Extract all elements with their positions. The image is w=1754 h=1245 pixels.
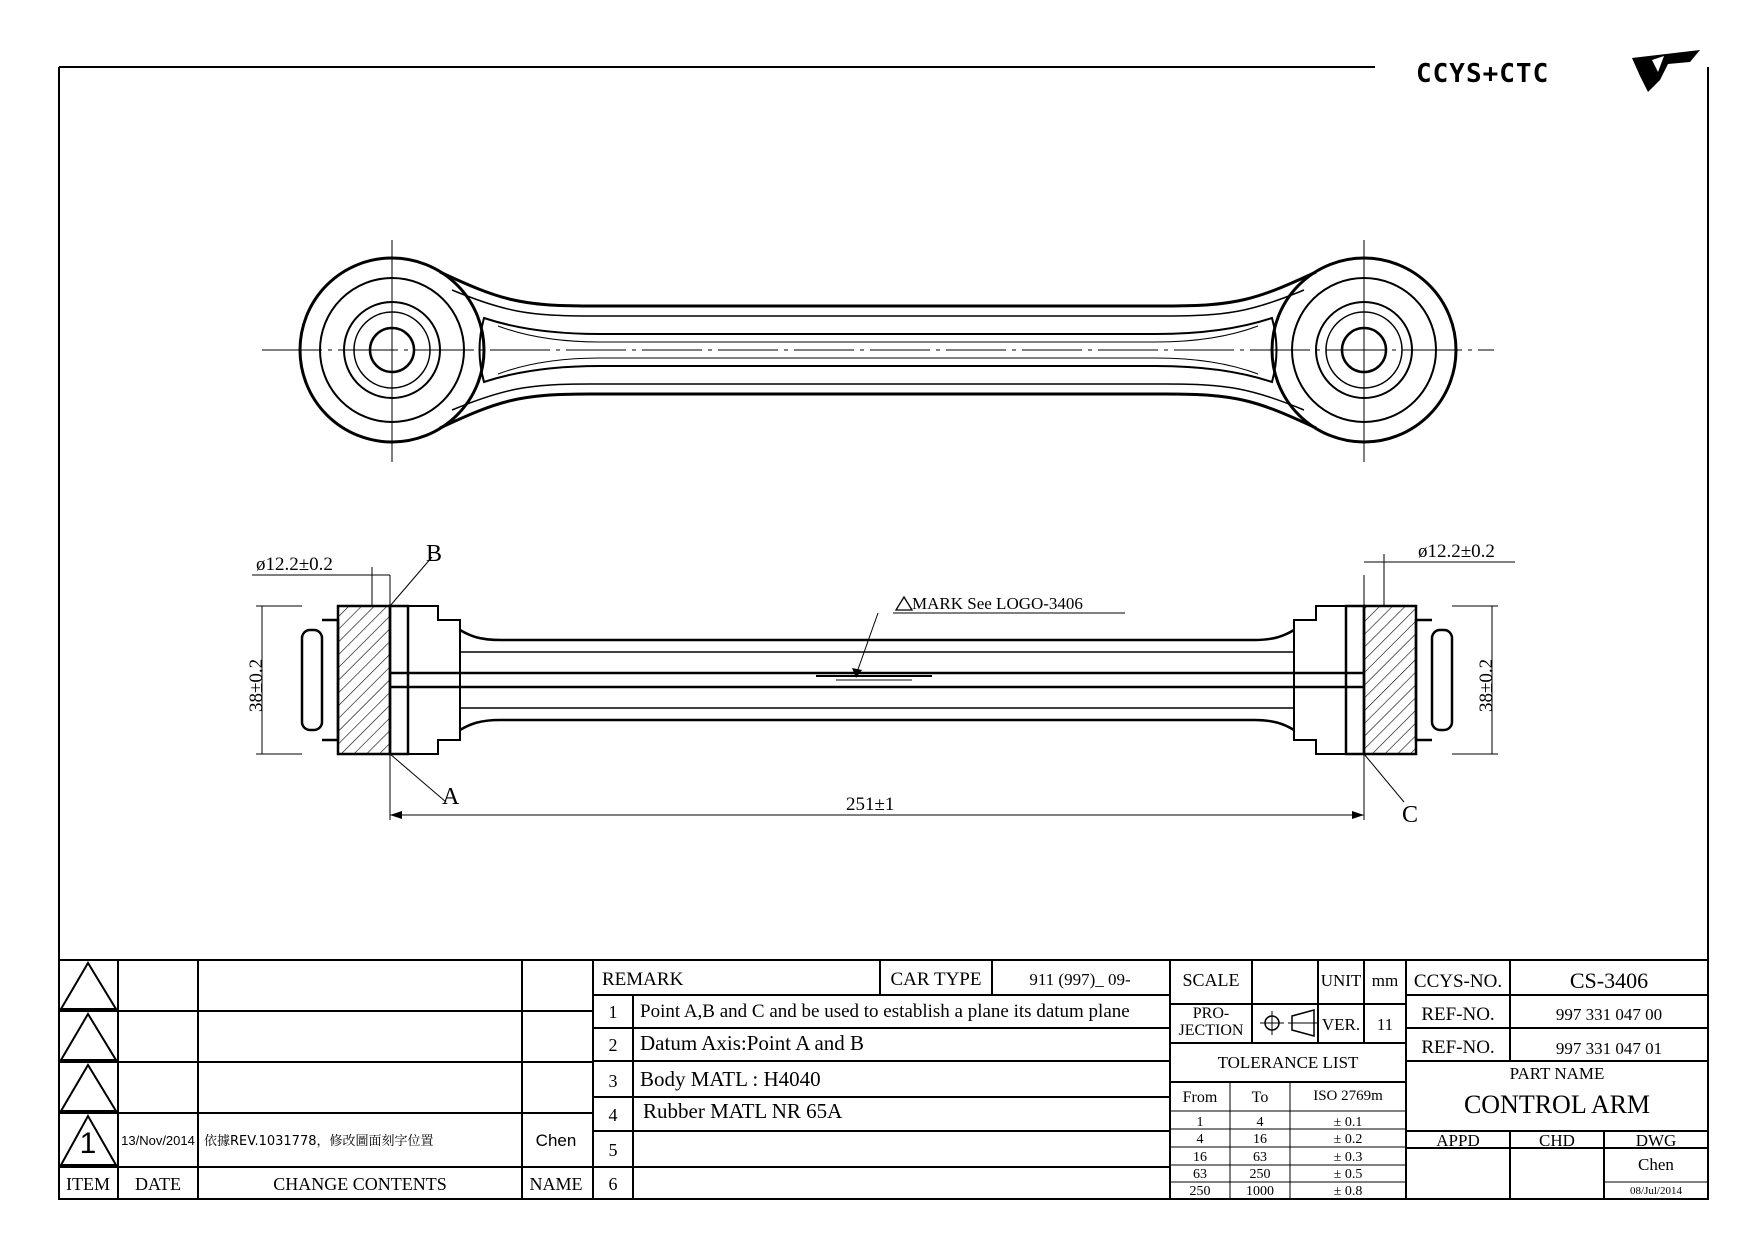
car-type-label: CAR TYPE: [890, 969, 982, 990]
tolerance-cell: 4: [1256, 1115, 1264, 1130]
remark-no: 6: [608, 1174, 618, 1194]
dwg-name: Chen: [1638, 1155, 1674, 1174]
header-change-contents: CHANGE CONTENTS: [273, 1174, 447, 1194]
unit-value: mm: [1371, 971, 1399, 990]
datum-point-c: C: [1402, 802, 1419, 828]
dwg-date: 08/Jul/2014: [1630, 1185, 1682, 1197]
header-item: ITEM: [66, 1174, 110, 1194]
remark-text: Body MATL : H4040: [640, 1067, 821, 1091]
car-type-value: 911 (997)_ 09-: [1029, 970, 1131, 989]
dwg-label: DWG: [1635, 1131, 1677, 1150]
tolerance-cell: 1000: [1246, 1184, 1274, 1199]
tolerance-cell: ± 0.1: [1333, 1115, 1363, 1130]
revision-date-1: 13/Nov/2014: [121, 1133, 195, 1148]
remark-no: 5: [608, 1140, 618, 1160]
tolerance-cell: ± 0.8: [1333, 1184, 1363, 1199]
scale-label: SCALE: [1182, 970, 1240, 990]
tolerance-cell: 250: [1249, 1167, 1271, 1182]
tolerance-header: ISO 2769m: [1313, 1088, 1383, 1104]
ref-no-value-2: 997 331 047 01: [1555, 1039, 1663, 1058]
tolerance-cell: 63: [1193, 1167, 1207, 1182]
mark-note: MARK See LOGO-3406: [912, 594, 1083, 613]
tolerance-header: To: [1251, 1089, 1269, 1106]
tolerance-title: TOLERANCE LIST: [1217, 1053, 1359, 1072]
ccys-no-label: CCYS-NO.: [1413, 971, 1503, 992]
dim-height-right: 38±0.2: [1476, 658, 1497, 712]
dim-length: 251±1: [846, 794, 895, 815]
part-name-label: PART NAME: [1509, 1064, 1605, 1083]
tolerance-cell: 4: [1196, 1132, 1204, 1147]
dim-diameter-left: ø12.2±0.2: [256, 554, 333, 575]
ref-no-label-2: REF-NO.: [1421, 1037, 1495, 1058]
remark-text: Rubber MATL NR 65A: [643, 1099, 843, 1123]
revision-item-1: 1: [79, 1127, 97, 1160]
brand-logo-text: CCYS+CTC: [1416, 59, 1550, 89]
appd-label: APPD: [1436, 1131, 1480, 1150]
remark-label: REMARK: [602, 969, 684, 990]
projection-label-1: PRO-: [1192, 1005, 1230, 1022]
remark-no: 1: [608, 1002, 618, 1022]
header-name: NAME: [529, 1174, 583, 1194]
remark-no: 2: [608, 1035, 618, 1055]
datum-point-a: A: [442, 784, 460, 810]
remark-no: 3: [608, 1071, 618, 1091]
ver-value: 11: [1376, 1015, 1394, 1034]
ref-no-value-1: 997 331 047 00: [1555, 1005, 1663, 1024]
dim-height-left: 38±0.2: [246, 658, 267, 712]
revision-name-1: Chen: [535, 1131, 577, 1150]
winged-emblem-icon: [1632, 50, 1700, 92]
revision-contents-1: 依據REV.1031778，修改圖面刻字位置: [204, 1134, 434, 1149]
projection-label-2: JECTION: [1178, 1022, 1244, 1039]
ver-label: VER.: [1321, 1015, 1361, 1034]
title-block-grid: [59, 960, 1708, 1199]
projection-symbol-icon: [1260, 1010, 1318, 1036]
remark-text: Datum Axis:Point A and B: [640, 1031, 865, 1055]
chd-label: CHD: [1539, 1131, 1575, 1150]
tolerance-cell: ± 0.3: [1333, 1150, 1363, 1165]
datum-point-b: B: [426, 541, 443, 567]
tolerance-cell: 1: [1196, 1115, 1204, 1130]
ref-no-label-1: REF-NO.: [1421, 1004, 1495, 1025]
side-view: [252, 554, 1515, 820]
header-date: DATE: [135, 1174, 181, 1194]
tolerance-cell: 250: [1189, 1184, 1211, 1199]
top-view: [262, 240, 1494, 462]
sheet-frame: [59, 67, 1708, 1199]
ccys-no-value: CS-3406: [1569, 968, 1649, 993]
tolerance-cell: ± 0.5: [1333, 1167, 1363, 1182]
remark-text: Point A,B and C and be used to establish a plane its datum plane: [640, 1001, 1130, 1022]
remark-no: 4: [608, 1105, 618, 1125]
unit-label: UNIT: [1320, 971, 1362, 990]
tolerance-header: From: [1182, 1089, 1218, 1106]
tolerance-cell: ± 0.2: [1333, 1132, 1363, 1147]
part-name-value: CONTROL ARM: [1463, 1090, 1651, 1119]
tolerance-cell: 63: [1253, 1150, 1267, 1165]
tolerance-cell: 16: [1193, 1150, 1207, 1165]
tolerance-cell: 16: [1253, 1132, 1267, 1147]
dim-diameter-right: ø12.2±0.2: [1418, 541, 1495, 562]
